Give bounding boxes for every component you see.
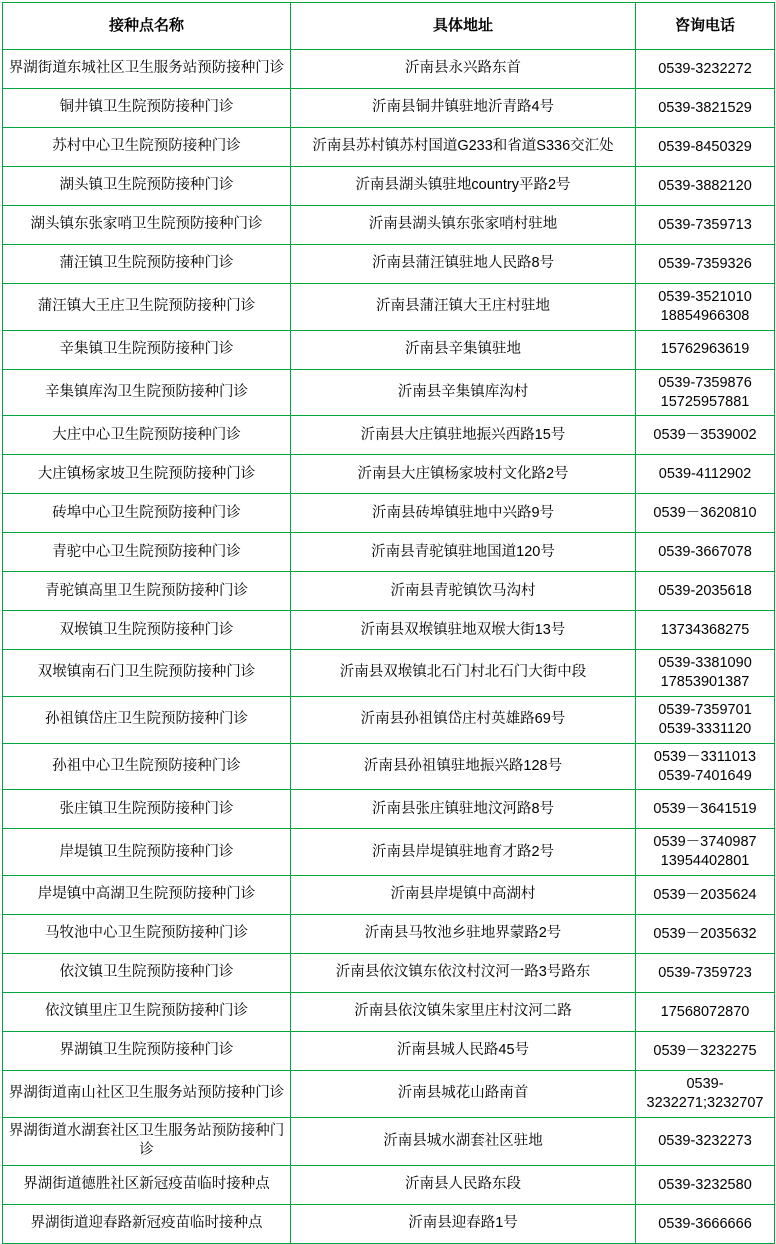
table-row bbox=[3, 697, 775, 744]
cell-site-name: 界湖街道德胜社区新冠疫苗临时接种点 bbox=[3, 1165, 291, 1204]
cell-site-name: 孙祖镇岱庄卫生院预防接种门诊 bbox=[3, 697, 291, 744]
table-row bbox=[3, 829, 775, 876]
phone-number: 17853901387 bbox=[660, 674, 750, 691]
cell-address: 沂南县辛集镇驻地 bbox=[291, 330, 636, 369]
table-row bbox=[3, 128, 775, 167]
phone-number: 17568072870 bbox=[660, 1003, 750, 1020]
table-row bbox=[3, 1071, 775, 1118]
cell-phone bbox=[636, 416, 775, 455]
cell-phone bbox=[636, 829, 775, 876]
table-row bbox=[3, 50, 775, 89]
cell-site-name: 砖埠中心卫生院预防接种门诊 bbox=[3, 494, 291, 533]
table-row bbox=[3, 89, 775, 128]
phone-number: 0539-3232273 bbox=[658, 1132, 752, 1149]
cell-address: 沂南县岸堤镇中高湖村 bbox=[291, 876, 636, 915]
cell-phone bbox=[636, 790, 775, 829]
cell-site-name: 界湖街道南山社区卫生服务站预防接种门诊 bbox=[3, 1071, 291, 1118]
cell-site-name: 界湖街道迎春路新冠疫苗临时接种点 bbox=[3, 1204, 291, 1243]
cell-site-name: 蒲汪镇大王庄卫生院预防接种门诊 bbox=[3, 284, 291, 331]
table-row bbox=[3, 993, 775, 1032]
cell-phone bbox=[636, 1071, 775, 1118]
cell-site-name: 张庄镇卫生院预防接种门诊 bbox=[3, 790, 291, 829]
phone-number: 15762963619 bbox=[660, 341, 750, 358]
cell-phone bbox=[636, 128, 775, 167]
cell-phone bbox=[636, 954, 775, 993]
phone-number: 0539-2035618 bbox=[658, 582, 752, 599]
cell-address: 沂南县辛集镇库沟村 bbox=[291, 369, 636, 416]
cell-phone bbox=[636, 993, 775, 1032]
cell-phone bbox=[636, 572, 775, 611]
cell-site-name: 大庄镇杨家坡卫生院预防接种门诊 bbox=[3, 455, 291, 494]
cell-address: 沂南县城花山路南首 bbox=[291, 1071, 636, 1118]
table-row bbox=[3, 167, 775, 206]
phone-number: 0539-8450329 bbox=[658, 138, 752, 155]
phone-number: 0539-3521010 bbox=[658, 289, 752, 305]
phone-number: 13734368275 bbox=[660, 621, 750, 638]
phone-number: 0539-7359701 bbox=[658, 702, 752, 719]
cell-phone bbox=[636, 915, 775, 954]
cell-phone bbox=[636, 1165, 775, 1204]
phone-number: 0539－2035624 bbox=[653, 886, 757, 903]
cell-phone bbox=[636, 455, 775, 494]
phone-number: 0539- bbox=[686, 1076, 724, 1093]
cell-site-name: 苏村中心卫生院预防接种门诊 bbox=[3, 128, 291, 167]
phone-number: 0539-7359876 bbox=[658, 374, 752, 391]
cell-address: 沂南县大庄镇杨家坡村文化路2号 bbox=[291, 455, 636, 494]
table-row bbox=[3, 369, 775, 416]
cell-site-name: 孙祖中心卫生院预防接种门诊 bbox=[3, 743, 291, 790]
cell-address: 沂南县依汶镇朱家里庄村汶河二路 bbox=[291, 993, 636, 1032]
cell-address: 沂南县双堠镇驻地双堠大街13号 bbox=[291, 611, 636, 650]
cell-phone bbox=[636, 89, 775, 128]
phone-number: 0539-7359723 bbox=[658, 964, 752, 981]
phone-number: 18854966308 bbox=[660, 307, 750, 324]
table-row bbox=[3, 206, 775, 245]
cell-address: 沂南县孙祖镇驻地振兴路128号 bbox=[291, 743, 636, 790]
table-row bbox=[3, 533, 775, 572]
table-header-row bbox=[3, 3, 775, 50]
cell-phone bbox=[636, 167, 775, 206]
cell-address: 沂南县铜井镇驻地沂青路4号 bbox=[291, 89, 636, 128]
table-row bbox=[3, 245, 775, 284]
cell-address: 沂南县永兴路东首 bbox=[291, 50, 636, 89]
phone-number: 0539-3232272 bbox=[658, 60, 752, 77]
cell-site-name: 蒲汪镇卫生院预防接种门诊 bbox=[3, 245, 291, 284]
cell-phone bbox=[636, 697, 775, 744]
cell-phone bbox=[636, 494, 775, 533]
phone-number: 0539-7359326 bbox=[658, 255, 752, 272]
table-row bbox=[3, 330, 775, 369]
table-row bbox=[3, 494, 775, 533]
phone-number: 0539－3641519 bbox=[653, 801, 757, 818]
cell-site-name: 湖头镇卫生院预防接种门诊 bbox=[3, 167, 291, 206]
cell-site-name: 青驼中心卫生院预防接种门诊 bbox=[3, 533, 291, 572]
cell-phone bbox=[636, 1204, 775, 1243]
cell-address: 沂南县马牧池乡驻地界蒙路2号 bbox=[291, 915, 636, 954]
cell-phone bbox=[636, 369, 775, 416]
phone-number: 0539－3232275 bbox=[653, 1042, 757, 1059]
cell-address: 沂南县孙祖镇岱庄村英雄路69号 bbox=[291, 697, 636, 744]
phone-number: 0539－3620810 bbox=[653, 504, 757, 521]
table-row bbox=[3, 284, 775, 331]
phone-number: 0539-3381090 bbox=[658, 655, 752, 672]
table-row bbox=[3, 572, 775, 611]
cell-site-name: 依汶镇里庄卫生院预防接种门诊 bbox=[3, 993, 291, 1032]
table-row bbox=[3, 876, 775, 915]
phone-number: 0539-3666666 bbox=[658, 1215, 752, 1232]
table-row bbox=[3, 743, 775, 790]
column-header-address: 具体地址 bbox=[291, 3, 636, 50]
table-row bbox=[3, 611, 775, 650]
table-row bbox=[3, 1204, 775, 1243]
table-body bbox=[3, 50, 775, 1244]
phone-number: 0539－3539002 bbox=[653, 426, 757, 443]
phone-number: 0539-3821529 bbox=[658, 99, 752, 116]
cell-site-name: 双堠镇南石门卫生院预防接种门诊 bbox=[3, 650, 291, 697]
cell-address: 沂南县蒲汪镇驻地人民路8号 bbox=[291, 245, 636, 284]
cell-address: 沂南县张庄镇驻地汶河路8号 bbox=[291, 790, 636, 829]
cell-address: 沂南县大庄镇驻地振兴西路15号 bbox=[291, 416, 636, 455]
table-row bbox=[3, 455, 775, 494]
cell-phone bbox=[636, 1032, 775, 1071]
cell-site-name: 双堠镇卫生院预防接种门诊 bbox=[3, 611, 291, 650]
cell-phone bbox=[636, 743, 775, 790]
cell-address: 沂南县双堠镇北石门村北石门大街中段 bbox=[291, 650, 636, 697]
phone-number: 0539-3331120 bbox=[658, 720, 752, 737]
cell-site-name: 马牧池中心卫生院预防接种门诊 bbox=[3, 915, 291, 954]
cell-site-name: 辛集镇库沟卫生院预防接种门诊 bbox=[3, 369, 291, 416]
phone-number: 0539-7401649 bbox=[658, 767, 752, 784]
phone-number: 0539-4112902 bbox=[658, 465, 752, 482]
cell-address: 沂南县蒲汪镇大王庄村驻地 bbox=[291, 284, 636, 331]
table-row bbox=[3, 416, 775, 455]
cell-site-name: 辛集镇卫生院预防接种门诊 bbox=[3, 330, 291, 369]
cell-phone bbox=[636, 1117, 775, 1165]
table-row bbox=[3, 790, 775, 829]
cell-address: 沂南县人民路东段 bbox=[291, 1165, 636, 1204]
cell-site-name: 青驼镇高里卫生院预防接种门诊 bbox=[3, 572, 291, 611]
table-row bbox=[3, 1165, 775, 1204]
cell-phone bbox=[636, 284, 775, 331]
cell-address: 沂南县青驼镇驻地国道120号 bbox=[291, 533, 636, 572]
cell-address: 沂南县苏村镇苏村国道G233和省道S336交汇处 bbox=[291, 128, 636, 167]
cell-phone bbox=[636, 650, 775, 697]
phone-number: 0539-3882120 bbox=[658, 177, 752, 194]
phone-number: 0539－3740987 bbox=[653, 834, 757, 851]
cell-site-name: 依汶镇卫生院预防接种门诊 bbox=[3, 954, 291, 993]
phone-number: 0539－3311013 bbox=[653, 748, 757, 765]
cell-site-name: 界湖镇卫生院预防接种门诊 bbox=[3, 1032, 291, 1071]
cell-phone bbox=[636, 330, 775, 369]
phone-number: 0539-3667078 bbox=[658, 543, 752, 560]
table-row bbox=[3, 650, 775, 697]
cell-site-name: 界湖街道水湖套社区卫生服务站预防接种门诊 bbox=[3, 1117, 291, 1165]
cell-phone bbox=[636, 533, 775, 572]
table-row bbox=[3, 1032, 775, 1071]
phone-number: 0539－2035632 bbox=[653, 925, 757, 942]
phone-number: 0539-3232580 bbox=[658, 1176, 752, 1193]
cell-address: 沂南县湖头镇驻地country平路2号 bbox=[291, 167, 636, 206]
cell-phone bbox=[636, 50, 775, 89]
table-row bbox=[3, 954, 775, 993]
phone-number: 15725957881 bbox=[660, 393, 750, 410]
cell-site-name: 大庄中心卫生院预防接种门诊 bbox=[3, 416, 291, 455]
table-row bbox=[3, 1117, 775, 1165]
table-row bbox=[3, 915, 775, 954]
phone-number: 0539-7359713 bbox=[658, 216, 752, 233]
cell-address: 沂南县砖埠镇驻地中兴路9号 bbox=[291, 494, 636, 533]
cell-phone bbox=[636, 876, 775, 915]
cell-address: 沂南县青驼镇饮马沟村 bbox=[291, 572, 636, 611]
column-header-name: 接种点名称 bbox=[3, 3, 291, 50]
cell-site-name: 岸堤镇中高湖卫生院预防接种门诊 bbox=[3, 876, 291, 915]
cell-address: 沂南县城人民路45号 bbox=[291, 1032, 636, 1071]
cell-address: 沂南县依汶镇东依汶村汶河一路3号路东 bbox=[291, 954, 636, 993]
cell-address: 沂南县迎春路1号 bbox=[291, 1204, 636, 1243]
cell-site-name: 岸堤镇卫生院预防接种门诊 bbox=[3, 829, 291, 876]
cell-phone bbox=[636, 245, 775, 284]
cell-site-name: 湖头镇东张家哨卫生院预防接种门诊 bbox=[3, 206, 291, 245]
cell-site-name: 铜井镇卫生院预防接种门诊 bbox=[3, 89, 291, 128]
phone-number: 13954402801 bbox=[660, 853, 750, 870]
vaccination-sites-table bbox=[2, 2, 775, 1244]
cell-address: 沂南县湖头镇东张家哨村驻地 bbox=[291, 206, 636, 245]
cell-phone bbox=[636, 206, 775, 245]
cell-phone bbox=[636, 611, 775, 650]
cell-site-name: 界湖街道东城社区卫生服务站预防接种门诊 bbox=[3, 50, 291, 89]
column-header-phone: 咨询电话 bbox=[636, 3, 775, 50]
cell-address: 沂南县城水湖套社区驻地 bbox=[291, 1117, 636, 1165]
cell-address: 沂南县岸堤镇驻地育才路2号 bbox=[291, 829, 636, 876]
phone-number: 3232271;3232707 bbox=[646, 1094, 764, 1111]
